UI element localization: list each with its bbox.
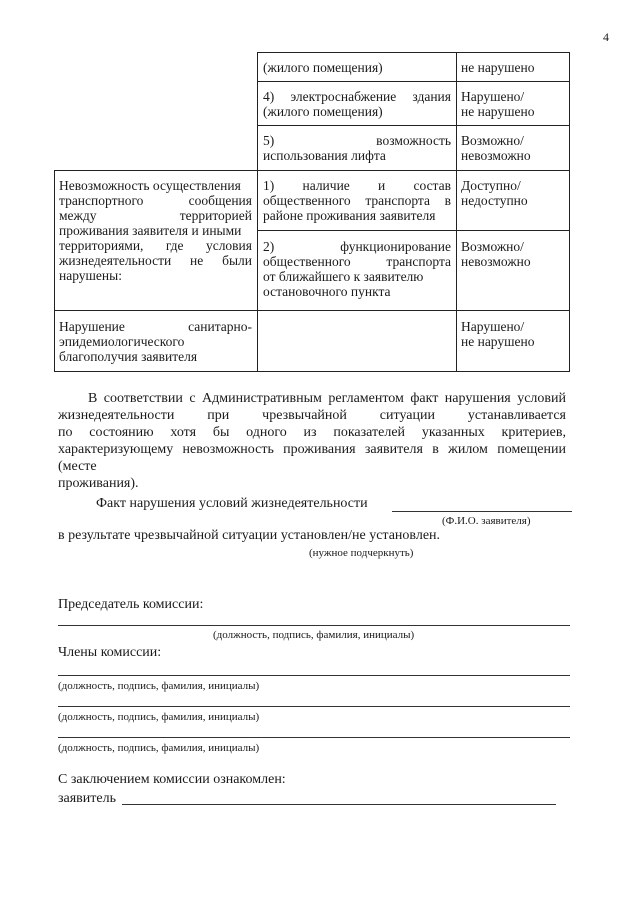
paragraph-line: по состоянию хотя бы одного из показателей указанных критериев,	[58, 425, 566, 440]
member-signature-line-1	[58, 675, 570, 676]
cell-row6-col3	[461, 319, 567, 349]
fact-label: Факт нарушения условий жизнедеятельности	[96, 496, 368, 511]
cell-text: Нарушено/	[461, 89, 525, 104]
cell-row5-col2	[263, 239, 451, 299]
members-label: Члены комиссии:	[58, 645, 162, 660]
applicant-signature-line	[122, 804, 556, 805]
table-line-3	[54, 170, 570, 171]
cell-text: районе проживания заявителя	[263, 208, 436, 223]
member-signature-hint-3: (должность, подпись, фамилия, инициалы)	[58, 742, 260, 754]
paragraph-line: В соответствии с Административным регламентом факт нарушения условий	[88, 391, 566, 406]
cell-text: не нарушено	[461, 334, 535, 349]
cell-row1-col2	[263, 60, 451, 75]
cell-text: нарушены:	[59, 268, 122, 283]
cell-text: не нарушено	[461, 60, 535, 75]
underline-hint: (нужное подчеркнуть)	[309, 547, 414, 559]
cell-row2-col2	[263, 89, 451, 119]
cell-row4-col2	[263, 178, 451, 223]
cell-text: территориями, где условия	[59, 238, 252, 253]
cell-text: Невозможность осуществления	[59, 178, 241, 193]
cell-text: Возможно/	[461, 239, 524, 254]
cell-text: Возможно/	[461, 133, 524, 148]
paragraph-line: проживания).	[58, 476, 139, 491]
paragraph-line: жизнедеятельности при чрезвычайной ситуации устанавливается	[58, 408, 566, 423]
criteria-table	[54, 52, 570, 372]
cell-text: общественного транспорта в	[263, 193, 451, 208]
table-line-2	[257, 125, 570, 126]
table-line-5	[54, 310, 570, 311]
cell-text: благополучия заявителя	[59, 349, 198, 364]
applicant-label: заявитель	[58, 791, 116, 806]
page-number: 4	[603, 30, 609, 44]
cell-text: эпидемиологического	[59, 334, 185, 349]
cell-text: не нарушено	[461, 104, 535, 119]
chairman-signature-hint: (должность, подпись, фамилия, инициалы)	[213, 629, 415, 641]
table-border-left	[54, 170, 55, 372]
member-signature-hint-2: (должность, подпись, фамилия, инициалы)	[58, 711, 260, 723]
fio-underline	[392, 511, 572, 512]
cell-text: Доступно/	[461, 178, 521, 193]
cell-text: жизнедеятельности не были	[59, 253, 252, 268]
table-border-right	[569, 52, 570, 372]
cell-text: 5) возможность	[263, 133, 451, 148]
paragraph-line: характеризующему невозможность проживания заявителя в жилом помещении (месте	[58, 442, 566, 474]
chairman-label: Председатель комиссии:	[58, 597, 204, 612]
cell-text: (жилого помещения)	[263, 60, 383, 75]
table-line-4	[257, 230, 570, 231]
cell-row4-col3	[461, 178, 567, 208]
cell-text: невозможно	[461, 254, 531, 269]
acquainted-label: С заключением комиссии ознакомлен:	[58, 772, 286, 787]
cell-row2-col3	[461, 89, 567, 119]
cell-text: 2) функционирование	[263, 239, 451, 254]
cell-text: транспортного сообщения	[59, 193, 252, 208]
cell-transport-criterion	[59, 178, 252, 283]
cell-text: проживания заявителя и иными	[59, 223, 242, 238]
cell-row3-col3	[461, 133, 567, 163]
member-signature-hint-1: (должность, подпись, фамилия, инициалы)	[58, 680, 260, 692]
cell-text: 1) наличие и состав	[263, 178, 451, 193]
cell-text: 4) электроснабжение здания	[263, 89, 451, 104]
table-divider-col3	[456, 52, 457, 372]
chairman-signature-line	[58, 625, 570, 626]
cell-text: остановочного пункта	[263, 284, 391, 299]
cell-text: общественного транспорта	[263, 254, 451, 269]
cell-text: использования лифта	[263, 148, 386, 163]
table-line-top	[257, 52, 570, 53]
cell-text: невозможно	[461, 148, 531, 163]
cell-row1-col3	[461, 60, 567, 75]
member-signature-line-2	[58, 706, 570, 707]
cell-text: (жилого помещения)	[263, 104, 383, 119]
table-divider-col2	[257, 52, 258, 372]
table-line-bottom	[54, 371, 570, 372]
cell-text: между территорией	[59, 208, 252, 223]
cell-text: Нарушено/	[461, 319, 525, 334]
regulation-paragraph	[58, 390, 566, 492]
cell-row5-col3	[461, 239, 567, 269]
cell-text: недоступно	[461, 193, 528, 208]
cell-row3-col2	[263, 133, 451, 163]
cell-sanitary-criterion	[59, 319, 252, 364]
fio-hint: (Ф.И.О. заявителя)	[442, 515, 531, 527]
cell-text: Нарушение санитарно-	[59, 319, 252, 334]
cell-text: от ближайшего к заявителю	[263, 269, 424, 284]
result-line: в результате чрезвычайной ситуации установлен/не установлен.	[58, 528, 441, 543]
table-line-1	[257, 81, 570, 82]
member-signature-line-3	[58, 737, 570, 738]
